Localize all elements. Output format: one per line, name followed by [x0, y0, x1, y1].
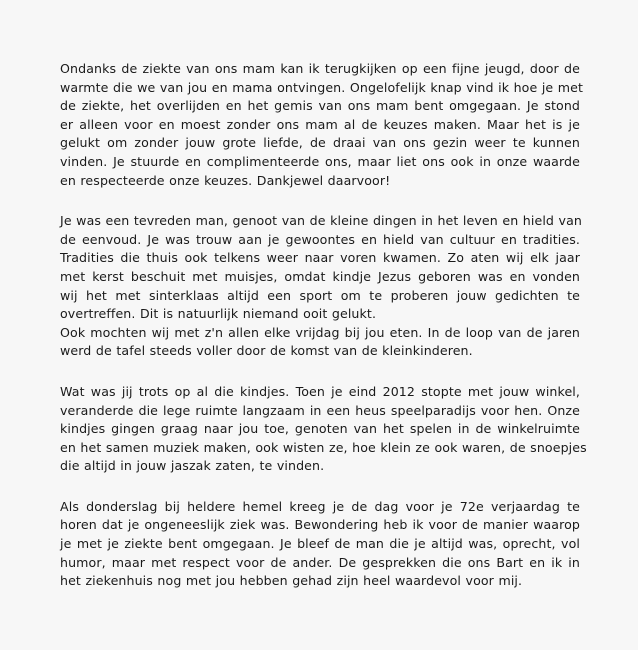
text-line: horen dat je ongeneeslijk ziek was. Bewondering heb ik voor de manier waarop [60, 517, 580, 533]
text-line: vinden. Je stuurde en complimenteerde ons, maar liet ons ook in onze waarde [60, 153, 580, 169]
text-line: Wat was jij trots op al die kindjes. Toen je eind 2012 stopte met jouw winkel, [60, 383, 580, 399]
text-line: wij het met sinterklaas altijd een sport om te proberen jouw gedichten te [60, 287, 580, 303]
text-line: je met je ziekte bent omgegaan. Je bleef de man die je altijd was, oprecht, vol [60, 536, 580, 552]
text-line: de eenvoud. Je was trouw aan je gewoontes en hield van cultuur en tradities. [60, 231, 580, 247]
text-line: de ziekte, het overlijden en het gemis van ons mam bent omgegaan. Je stond [60, 98, 580, 114]
text-line: werd de tafel steeds voller door de komst van de kleinkinderen. [60, 343, 473, 359]
text-line: warmte die we van jou en mama ontvingen. Ongelofelijk knap vind ik hoe je met [60, 79, 584, 95]
text-line: Tradities die thuis ook telkens weer naar voren kwamen. Zo aten wij elk jaar [60, 250, 580, 266]
paragraph-4 [60, 498, 580, 591]
text-line: overtreffen. Dit is natuurlijk niemand ooit gelukt. [60, 306, 377, 322]
text-line: kindjes gingen graag naar jou toe, genoten van het spelen in de winkelruimte [60, 421, 580, 437]
text-line: gelukt om zonder jouw grote liefde, de draai van ons gezin weer te kunnen [60, 135, 580, 151]
paragraph-2 [60, 212, 580, 361]
text-line: Je was een tevreden man, genoot van de kleine dingen in het leven en hield van [60, 213, 582, 229]
text-line: Als donderslag bij heldere hemel kreeg je de dag voor je 72e verjaardag te [60, 498, 580, 514]
document-body [60, 60, 587, 613]
paragraph-1 [60, 60, 584, 190]
text-line: die altijd in jouw jaszak zaten, te vinden. [60, 458, 325, 474]
text-line: en het samen muziek maken, ook wisten ze, hoe klein ze ook waren, de snoepjes [60, 439, 587, 455]
text-line: er alleen voor en moest zonder ons mam al de keuzes maken. Maar het is je [60, 116, 580, 132]
text-line: het ziekenhuis nog met jou hebben gehad zijn heel waardevol voor mij. [60, 573, 523, 589]
text-line: veranderde die lege ruimte langzaam in een heus speelparadijs voor hen. Onze [60, 402, 580, 418]
text-line: Ondanks de ziekte van ons mam kan ik terugkijken op een fijne jeugd, door de [60, 61, 580, 76]
text-line: en respecteerde onze keuzes. Dankjewel daarvoor! [60, 172, 391, 188]
text-line: met kerst beschuit met muisjes, omdat kindje Jezus geboren was en vonden [60, 268, 580, 284]
paragraph-3 [60, 383, 587, 476]
text-line: humor, maar met respect voor de ander. De gesprekken die ons Bart en ik in [60, 554, 580, 570]
text-line: Ook mochten wij met z'n allen elke vrijdag bij jou eten. In de loop van de jaren [60, 324, 580, 340]
